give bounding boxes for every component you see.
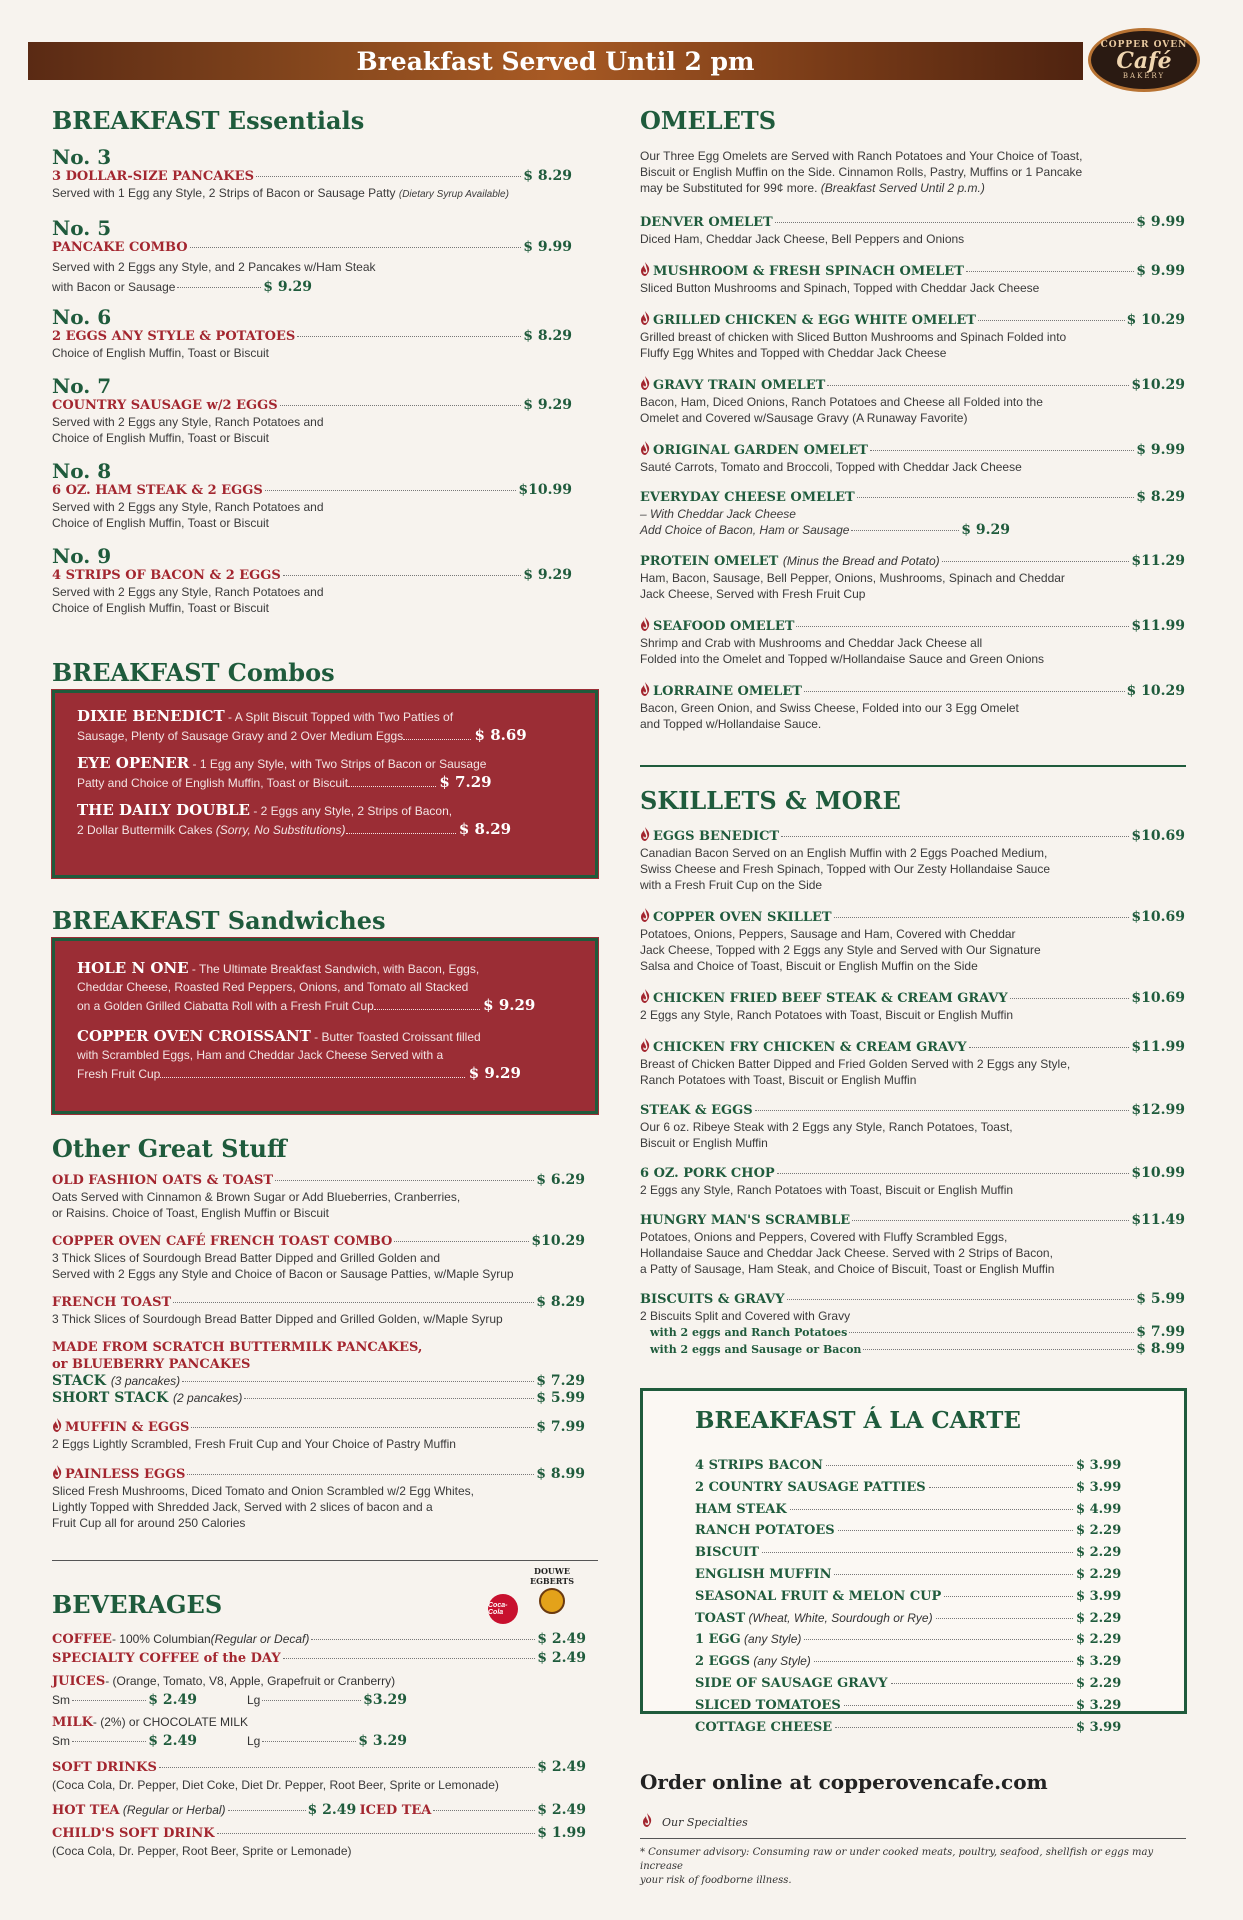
sandwiches-box [52,938,598,1114]
list-item: BISCUIT $ 2.29 [695,1545,1122,1561]
list-item: TOAST (Wheat, White, Sourdough or Rye) $ 2.29 [695,1610,1122,1626]
specialty-flame-icon [640,441,650,455]
list-item: PROTEIN OMELET (Minus the Bread and Potato) $11.29 Ham, Bacon, Sausage, Bell Pepper, Onions, Mushrooms, Spinach and Cheddar Jack Cheese, Served with Fresh Fruit Cup [640,553,1185,601]
list-item: SIDE OF SAUSAGE GRAVY $ 2.29 [695,1675,1122,1691]
list-item: DIXIE BENEDICT - A Split Biscuit Topped with Two Patties of Sausage, Plenty of Sausage Gravy and 2 Over Medium Eggs $ 8.69 [77,707,527,744]
list-item: No. 5 PANCAKE COMBO $ 9.99 Served with 2 Eggs any Style, and 2 Pancakes w/Ham Steak with Bacon or Sausage $ 9.29 [52,216,572,295]
omelets-title: OMELETS [640,106,777,135]
divider [52,1560,598,1561]
list-item: CHICKEN FRIED BEEF STEAK & CREAM GRAVY $10.69 2 Eggs any Style, Ranch Potatoes with Toast, Biscuit or English Muffin [640,990,1185,1022]
list-item: COTTAGE CHEESE $ 3.99 [695,1719,1122,1735]
list-item: MUFFIN & EGGS $ 7.99 2 Eggs Lightly Scrambled, Fresh Fruit Cup and Your Choice of Pastry Muffin [52,1419,585,1451]
list-item: No. 9 4 STRIPS OF BACON & 2 EGGS $ 9.29 Served with 2 Eggs any Style, Ranch Potatoes and Choice of English Muffin, Toast or Biscuit [52,544,572,615]
list-item: No. 6 2 EGGS ANY STYLE & POTATOES $ 8.29 Choice of English Muffin, Toast or Biscuit [52,305,572,360]
specialty-flame-icon [640,311,650,325]
list-item: No. 7 COUNTRY SAUSAGE w/2 EGGS $ 9.29 Served with 2 Eggs any Style, Ranch Potatoes and Choice of English Muffin, Toast or Biscuit [52,374,572,445]
alacarte-box [640,1388,1187,1735]
omelets-list [640,148,1185,732]
list-item: MUSHROOM & FRESH SPINACH OMELET $ 9.99 Sliced Button Mushrooms and Spinach, Topped with Cheddar Jack Cheese [640,263,1185,295]
specialty-flame-icon [640,617,650,631]
list-item: SOFT DRINKS $ 2.49 [52,1759,586,1775]
divider [640,1838,1186,1839]
list-item: 1 EGG (any Style) $ 2.29 [695,1632,1122,1648]
list-item: DENVER OMELET $ 9.99 Diced Ham, Cheddar Jack Cheese, Bell Peppers and Onions [640,214,1185,246]
list-item: 2 EGGS (any Style) $ 3.29 [695,1654,1122,1670]
list-item: MADE FROM SCRATCH BUTTERMILK PANCAKES, or BLUEBERRY PANCAKES STACK (3 pancakes) $ 7.29 SHORT STACK (2 pancakes) $ 5.99 [52,1340,585,1406]
omelets-intro: Our Three Egg Omelets are Served with Ranch Potatoes and Your Choice of Toast, Biscuit or English Muffin on the Side. Cinnamon Rolls, Pastry, Muffins or 1 Pancake may be Substituted for 99¢ more. (Breakfast Served Until 2 p.m.) [640,149,1083,195]
douwe-egberts-logo: DOUWE EGBERTS [527,1566,577,1614]
alacarte-list [695,1458,1132,1741]
specialty-flame-icon [642,1813,652,1827]
consumer-advisory: * Consumer advisory: Consuming raw or under cooked meats, poultry, seafood, shellfish or eggs may increase your risk of foodborne illness. [640,1847,1154,1886]
list-item: LORRAINE OMELET $ 10.29 Bacon, Green Onion, and Swiss Cheese, Folded into our 3 Egg Omelet and Topped w/Hollandaise Sauce. [640,683,1185,731]
list-item: HUNGRY MAN'S SCRAMBLE $11.49 Potatoes, Onions and Peppers, Covered with Fluffy Scrambled Eggs, Hollandaise Sauce and Cheddar Jack Cheese. Served with 2 Strips of Bacon, a Patty of Sausage, Ham Steak, and Choice of Biscuit, Toast or English Muffin [640,1212,1185,1276]
list-item: GRAVY TRAIN OMELET $10.29 Bacon, Ham, Diced Onions, Ranch Potatoes and Cheese all Folded into the Omelet and Covered w/Sausage Gravy (A Runaway Favorite) [640,377,1185,425]
list-item: COPPER OVEN CAFÉ FRENCH TOAST COMBO $10.29 3 Thick Slices of Sourdough Bread Batter Dipped and Grilled Golden and Served with 2 Eggs any Style and Choice of Bacon or Sausage Patties, w/Maple Syrup [52,1233,585,1281]
combos-title: BREAKFAST Combos [52,658,335,687]
list-item: EVERYDAY CHEESE OMELET $ 8.29 – With Cheddar Jack Cheese Add Choice of Bacon, Ham or Sausage $ 9.29 [640,489,1185,538]
list-item: OLD FASHION OATS & TOAST $ 6.29 Oats Served with Cinnamon & Brown Sugar or Add Blueberries, Cranberries, or Raisins. Choice of Toast, English Muffin or Biscuit [52,1172,585,1220]
other-list [52,1172,585,1531]
divider [640,765,1186,767]
list-item: No. 8 6 OZ. HAM STEAK & 2 EGGS $10.99 Served with 2 Eggs any Style, Ranch Potatoes and Choice of English Muffin, Toast or Biscuit [52,459,572,530]
specialty-flame-icon [640,262,650,276]
beverages-list: COFFEE - 100% Columbian (Regular or Decaf) $ 2.49 SPECIALTY COFFEE of the DAY $ 2.49 JUICES - (Orange, Tomato, V8, Apple, Grapefruit or Cranberry) Sm $ 2.49 Lg $3.29 MILK - (2%) or CHOCOLATE MILK Sm $ 2.49 Lg $ 3.29 SOFT DRINKS $ 2.49 (Coca Cola, Dr. Pepper, Diet Coke, Diet Dr. Pepper, Root Beer, Sprite or Lemonade) HOT TEA (Regular or Herbal) $ 2.49 ICED TEA $ 2.49 CHILD'S SOFT DRINK $ 1.99 (Coca Cola, Dr. Pepper, Root Beer, Sprite or Lemonade) [52,1631,586,1858]
alacarte-title: BREAKFAST Á LA CARTE [695,1407,1021,1434]
header-banner [28,42,1083,80]
list-item: SEAFOOD OMELET $11.99 Shrimp and Crab with Mushrooms and Cheddar Jack Cheese all Folded into the Omelet and Topped w/Hollandaise Sauce and Green Onions [640,618,1185,666]
list-item: PAINLESS EGGS $ 8.99 Sliced Fresh Mushrooms, Diced Tomato and Onion Scrambled w/2 Egg Whites, Lightly Topped with Shredded Jack, Served with 2 slices of bacon and a Fruit Cup all for around 250 Calories [52,1466,585,1530]
list-item: RANCH POTATOES $ 2.29 [695,1523,1122,1539]
list-item: CHILD'S SOFT DRINK $ 1.99 [52,1825,586,1841]
coca-cola-logo: Coca-Cola [488,1594,518,1624]
copper-oven-logo: COPPER OVEN Café BAKERY [1088,28,1200,92]
banner-text: Breakfast Served Until 2 pm [356,46,755,76]
list-item: CHICKEN FRY CHICKEN & CREAM GRAVY $11.99 Breast of Chicken Batter Dipped and Fried Golden Served with 2 Eggs any Style, Ranch Potatoes with Toast, Biscuit or English Muffin [640,1039,1185,1087]
list-item: COPPER OVEN SKILLET $10.69 Potatoes, Onions, Peppers, Sausage and Ham, Covered with Cheddar Jack Cheese, Topped with 2 Eggs any Style and Served with Our Signature Salsa and Choice of Toast, Biscuit or English Muffin on the Side [640,909,1185,973]
list-item: MILK - (2%) or CHOCOLATE MILK [52,1715,249,1730]
specialty-flame-icon [640,376,650,390]
list-item: SEASONAL FRUIT & MELON CUP $ 3.99 [695,1588,1122,1604]
list-item: No. 3 3 DOLLAR-SIZE PANCAKES $ 8.29 Served with 1 Egg any Style, 2 Strips of Bacon or Sausage Patty (Dietary Syrup Available) [52,145,572,200]
list-item: HOT TEA (Regular or Herbal) $ 2.49 ICED TEA $ 2.49 [52,1802,586,1818]
list-item: FRENCH TOAST $ 8.29 3 Thick Slices of Sourdough Bread Batter Dipped and Grilled Golden, w/Maple Syrup [52,1294,585,1326]
list-item: SPECIALTY COFFEE of the DAY $ 2.49 [52,1650,586,1666]
list-item: JUICES - (Orange, Tomato, V8, Apple, Grapefruit or Cranberry) [52,1674,396,1689]
combos-box [52,690,598,878]
specialty-flame-icon [640,682,650,696]
sandwiches-title: BREAKFAST Sandwiches [52,906,386,935]
skillets-title: SKILLETS & MORE [640,786,901,815]
list-item: STEAK & EGGS $12.99 Our 6 oz. Ribeye Steak with 2 Eggs any Style, Ranch Potatoes, Toast, Biscuit or English Muffin [640,1102,1185,1150]
list-item: HAM STEAK $ 4.99 [695,1501,1122,1517]
specialties-legend: Our Specialties [642,1812,748,1829]
list-item: SLICED TOMATOES $ 3.29 [695,1697,1122,1713]
specialty-flame-icon [640,1038,650,1052]
list-item: 6 OZ. PORK CHOP $10.99 2 Eggs any Style, Ranch Potatoes with Toast, Biscuit or English Muffin [640,1165,1185,1197]
list-item: HOLE N ONE - The Ultimate Breakfast Sandwich, with Bacon, Eggs, Cheddar Cheese, Roasted Red Peppers, Onions, and Tomato all Stacked on a Golden Grilled Ciabatta Roll with a Fresh Fruit Cup $ 9.29 [77,959,536,1014]
skillets-list [640,826,1185,1358]
order-online-text: Order online at copperovencafe.com [640,1770,1048,1794]
essentials-list [52,146,572,616]
list-item: COFFEE - 100% Columbian (Regular or Decaf) $ 2.49 [52,1631,586,1647]
specialty-flame-icon [52,1418,62,1432]
specialty-flame-icon [640,989,650,1003]
specialty-flame-icon [52,1465,62,1479]
list-item: 2 COUNTRY SAUSAGE PATTIES $ 3.99 [695,1479,1122,1495]
essentials-title: BREAKFAST Essentials [52,106,365,135]
specialty-flame-icon [640,827,650,841]
list-item: EGGS BENEDICT $10.69 Canadian Bacon Served on an English Muffin with 2 Eggs Poached Medium, Swiss Cheese and Fresh Spinach, Topped with Our Zesty Hollandaise Sauce with a Fresh Fruit Cup on the Side [640,828,1185,892]
list-item: GRILLED CHICKEN & EGG WHITE OMELET $ 10.29 Grilled breast of chicken with Sliced Button Mushrooms and Spinach Folded into Fluffy Egg Whites and Topped with Cheddar Jack Cheese [640,312,1185,360]
list-item: BISCUITS & GRAVY $ 5.99 2 Biscuits Split and Covered with Gravy with 2 eggs and Ranch Potatoes $ 7.99 with 2 eggs and Sausage or Bacon $ 8.99 [640,1291,1185,1357]
list-item: THE DAILY DOUBLE - 2 Eggs any Style, 2 Strips of Bacon, 2 Dollar Buttermilk Cakes (Sorry, No Substitutions) $ 8.29 [77,801,512,838]
list-item: COPPER OVEN CROISSANT - Butter Toasted Croissant filled with Scrambled Eggs, Ham and Cheddar Jack Cheese Served with a Fresh Fruit Cup $ 9.29 [77,1027,521,1082]
list-item: EYE OPENER - 1 Egg any Style, with Two Strips of Bacon or Sausage Patty and Choice of English Muffin, Toast or Biscuit $ 7.29 [77,754,492,791]
list-item: ORIGINAL GARDEN OMELET $ 9.99 Sauté Carrots, Tomato and Broccoli, Topped with Cheddar Jack Cheese [640,442,1185,474]
other-title: Other Great Stuff [52,1134,287,1163]
beverages-title: BEVERAGES [52,1590,223,1619]
list-item: 4 STRIPS BACON $ 3.99 [695,1458,1122,1473]
list-item: ENGLISH MUFFIN $ 2.29 [695,1566,1122,1582]
specialty-flame-icon [640,908,650,922]
